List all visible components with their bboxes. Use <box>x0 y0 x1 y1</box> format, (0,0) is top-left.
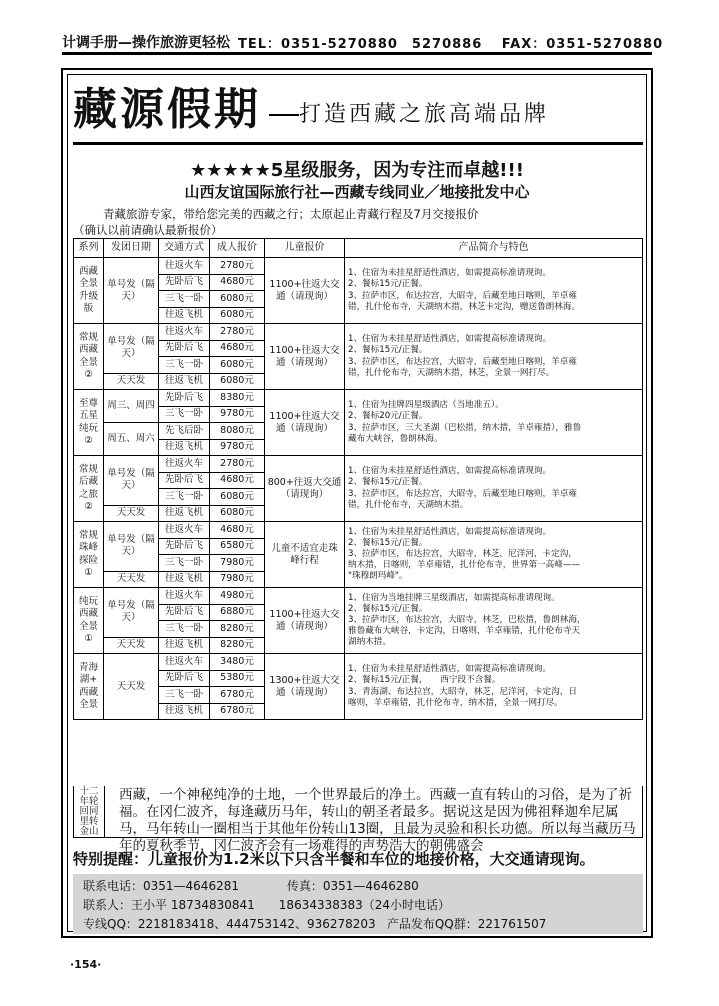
description-cell <box>345 258 643 324</box>
description-line: 3、青海湖、布达拉宫，大昭寺，林芝，尼洋河，卡定沟，日 <box>348 686 577 697</box>
transport-cell: 往返飞机 <box>159 703 210 720</box>
transport-cell: 三飞一卧 <box>159 357 210 374</box>
description-line: 3、拉萨市区，布达拉宫，大昭寺，后藏至地日喀则，羊卓雍 <box>348 290 577 301</box>
header-text: 计调手册—操作旅游更轻松 <box>62 35 230 51</box>
header-transport: 交通方式 <box>159 239 210 258</box>
series-line: 探险 <box>78 554 98 566</box>
child-price-cell: 1100+往返大交通（请现询） <box>265 258 345 324</box>
description-line: 1、住宿为当地挂牌三星级酒店，如需提高标准请现询。 <box>348 592 560 603</box>
description-line: 3、拉萨市区，布达拉宫，大昭寺，后藏至地日喀则，羊卓雍 <box>348 488 577 499</box>
adult-price-cell: 4680元 <box>210 522 265 539</box>
adult-price-cell: 4680元 <box>210 472 265 489</box>
page-number: ·154· <box>70 958 102 971</box>
brand-subtitle-text: 打造西藏之旅高端品牌 <box>299 102 550 127</box>
header-contacts: TEL：0351-5270880 5270886 FAX：0351-5270880 <box>238 37 664 52</box>
description-line: 2、餐标15元/正餐。 <box>348 537 428 548</box>
adult-price-cell: 9780元 <box>210 406 265 423</box>
adult-price-cell: 6880元 <box>210 604 265 621</box>
slogan: ★★★★★5星级服务，因为专注而卓越!!! <box>190 160 524 181</box>
series-line: 全景 <box>78 278 98 290</box>
table-header-row <box>74 239 643 258</box>
adult-price-cell: 6780元 <box>210 703 265 720</box>
child-price-cell: 1300+往返大交通（请现询） <box>265 654 345 720</box>
description-line: 错，扎什伦布寺，天湖纳木措，林芝，全景一网打尽。 <box>348 367 555 378</box>
description-line: 错，扎什伦布寺，天湖纳木措。 <box>348 499 469 510</box>
intro-text: 青藏旅游专家，带给您完美的西藏之行；太原起止青藏行程及7月交接报价 <box>103 207 479 221</box>
description-cell <box>345 588 643 654</box>
series-line: 至尊 <box>78 397 98 409</box>
adult-price-cell: 4680元 <box>210 274 265 291</box>
series-cell <box>74 588 104 654</box>
series-line: 西藏 <box>78 686 98 698</box>
legend-label-line: 回同 <box>79 806 99 817</box>
adult-price-cell: 9780元 <box>210 439 265 456</box>
adult-price-cell: 2780元 <box>210 324 265 341</box>
child-price-cell: 1100+往返大交通（请现询） <box>265 324 345 390</box>
contact-box <box>73 874 643 934</box>
adult-price-cell: 2780元 <box>210 456 265 473</box>
description-line: 湖纳木措。 <box>348 637 391 648</box>
description-cell <box>345 390 643 456</box>
transport-cell: 三飞一卧 <box>159 406 210 423</box>
description-line: 喀则，羊卓雍错，扎什伦布寺，纳木措，全景一网打尽。 <box>348 697 563 708</box>
description-line: 3、拉萨市区，布达拉宫，大昭寺，林芝，尼洋河，卡定沟， <box>348 548 577 559</box>
description-line: 1、住宿为未挂星舒适性酒店，如需提高标准请现询。 <box>348 526 552 537</box>
adult-price-cell: 6080元 <box>210 357 265 374</box>
special-reminder: 特别提醒：儿童报价为1.2米以下只含半餐和车位的地接价格，大交通请现询。 <box>73 850 595 868</box>
contact-person: 联系人：王小平 18734830841 18634338383（24小时电话） <box>83 898 451 912</box>
description-cell <box>345 654 643 720</box>
transport-cell: 往返火车 <box>159 522 210 539</box>
series-line: ① <box>84 566 93 578</box>
description-line: 2、餐标15元/正餐。 <box>348 603 428 614</box>
contact-qq-group: 产品发布QQ群：221761507 <box>386 917 547 931</box>
series-line: ② <box>84 368 93 380</box>
description-line: 3、拉萨市区，布达拉宫，大昭寺，后藏至地日喀则，羊卓雍 <box>348 356 577 367</box>
adult-price-cell: 6580元 <box>210 538 265 555</box>
series-line: 湖+ <box>79 674 98 686</box>
description-line: 2、餐标20元/正餐。 <box>348 411 428 422</box>
table-row <box>74 456 643 473</box>
series-line: 全景 <box>78 698 98 710</box>
series-line: 西藏 <box>78 265 98 277</box>
series-line: 版 <box>83 302 94 314</box>
series-line: 常规 <box>78 331 98 343</box>
transport-cell: 先卧后飞 <box>159 472 210 489</box>
adult-price-cell: 6080元 <box>210 489 265 506</box>
series-line: ② <box>84 500 93 512</box>
contact-line-2 <box>83 896 633 915</box>
description-cell <box>345 324 643 390</box>
series-line: 常规 <box>78 529 98 541</box>
brand-subtitle <box>269 97 549 132</box>
transport-cell: 三飞一卧 <box>159 687 210 704</box>
table-row <box>74 390 643 407</box>
transport-cell: 往返飞机 <box>159 505 210 522</box>
legend-text: 西藏，一个神秘纯净的土地，一个世界最后的净土。西藏一直有转山的习俗，是为了祈福。在冈仁波齐，每逢藏历马年，转山的朝圣者最多。据说这是因为佛祖释迦牟尼属马，马年转山一圈相当于其他年份转山13圈，且最为灵验和积长功德。所以每当藏历马年的夏秋季节，冈仁波齐会有一场难得的声势浩大的朝佛盛会 <box>119 787 636 854</box>
date-cell: 单号发（隔天） <box>104 324 159 374</box>
description-line: 1、住宿为未挂星舒适性酒店，如需提高标准请现询。 <box>348 664 552 675</box>
transport-cell: 三飞一卧 <box>159 291 210 308</box>
table-row <box>74 588 643 605</box>
series-line: 珠峰 <box>78 542 98 554</box>
series-line: 西藏 <box>78 344 98 356</box>
transport-cell: 先飞后卧 <box>159 423 210 440</box>
transport-cell: 往返飞机 <box>159 373 210 390</box>
series-line: 西藏 <box>78 608 98 620</box>
transport-cell: 先卧后飞 <box>159 604 210 621</box>
child-price-cell: 1100+往返大交通（请现询） <box>265 588 345 654</box>
series-line: 后藏 <box>78 476 98 488</box>
adult-price-cell: 4980元 <box>210 588 265 605</box>
itinerary-table <box>73 238 643 720</box>
transport-cell: 往返飞机 <box>159 637 210 654</box>
series-line: 升级 <box>78 290 98 302</box>
date-cell: 单号发（隔天） <box>104 588 159 638</box>
brand-title: 藏源假期 <box>73 84 261 135</box>
advert-frame <box>61 68 653 938</box>
series-line: 全景 <box>78 620 98 632</box>
transport-cell: 往返火车 <box>159 456 210 473</box>
company-name: 山西友谊国际旅行社—西藏专线同业／地接批发中心 <box>184 183 530 201</box>
header-child-price: 儿童报价 <box>265 239 345 258</box>
adult-price-cell: 7980元 <box>210 571 265 588</box>
legend-label-line: 十二 <box>79 786 99 797</box>
adult-price-cell: 2780元 <box>210 258 265 275</box>
transport-cell: 先卧后飞 <box>159 274 210 291</box>
page-header <box>62 30 664 55</box>
table-row <box>74 258 643 275</box>
child-price-cell: 儿童不适宜走珠峰行程 <box>265 522 345 588</box>
table-row <box>74 324 643 341</box>
legend-label <box>74 786 105 837</box>
title-divider <box>73 142 643 145</box>
contact-line-1 <box>83 877 633 896</box>
adult-price-cell: 6080元 <box>210 291 265 308</box>
child-price-cell: 1100+往返大交通（请现询） <box>265 390 345 456</box>
date-cell: 周三、周四 <box>104 390 159 423</box>
description-line: 1、住宿为未挂星舒适性酒店，如需提高标准请现询。 <box>348 466 552 477</box>
series-cell <box>74 522 104 588</box>
series-line: 五星 <box>78 410 98 422</box>
series-cell <box>74 324 104 390</box>
transport-cell: 三飞一卧 <box>159 621 210 638</box>
contact-line-3 <box>83 915 633 934</box>
description-line: 纳木措，日喀则，羊卓雍错，扎什伦布寺，世界第一高峰—— <box>348 560 581 571</box>
description-line: 2、餐标15元/正餐。 <box>348 279 428 290</box>
description-cell <box>345 456 643 522</box>
series-line: 常规 <box>78 463 98 475</box>
date-cell: 天天发 <box>104 505 159 522</box>
contact-phone: 联系电话：0351—4646281 <box>83 879 239 893</box>
transport-cell: 往返飞机 <box>159 571 210 588</box>
date-cell: 天天发 <box>104 654 159 720</box>
adult-price-cell: 7980元 <box>210 555 265 572</box>
date-cell: 单号发（隔天） <box>104 456 159 506</box>
price-note: （确认以前请确认最新报价） <box>73 223 223 237</box>
adult-price-cell: 6780元 <box>210 687 265 704</box>
description-line: 2、餐标15元/正餐， 西宁段不含餐。 <box>348 675 501 686</box>
contact-fax: 传真：0351—4646280 <box>286 879 419 893</box>
transport-cell: 先卧后飞 <box>159 390 210 407</box>
date-cell: 单号发（隔天） <box>104 258 159 324</box>
series-cell <box>74 654 104 720</box>
table-row <box>74 654 643 671</box>
adult-price-cell: 8080元 <box>210 423 265 440</box>
transport-cell: 往返火车 <box>159 588 210 605</box>
transport-cell: 往返火车 <box>159 654 210 671</box>
header-series: 系列 <box>74 239 104 258</box>
transport-cell: 先卧后飞 <box>159 670 210 687</box>
header-description: 产品简介与特色 <box>345 239 643 258</box>
series-line: 全景 <box>78 356 98 368</box>
date-cell: 周五、周六 <box>104 423 159 456</box>
adult-price-cell: 8280元 <box>210 621 265 638</box>
series-line: 纯玩 <box>78 422 98 434</box>
series-line: ① <box>84 632 93 644</box>
legend-label-line: 金山 <box>79 826 99 837</box>
series-line: 之旅 <box>78 488 98 500</box>
description-line: 1、住宿为未挂星舒适性酒店，如需提高标准请现询。 <box>348 268 552 279</box>
description-line: 3、拉萨市区，三大圣湖（巴松措，纳木措，羊卓雍措），雅鲁 <box>348 422 582 433</box>
description-line: 1、住宿为挂牌四星级酒店（当地准五）。 <box>348 400 504 411</box>
description-line: 2、餐标15元/正餐。 <box>348 345 428 356</box>
description-line: 3、拉萨市区，布达拉宫，大昭寺，林芝，巴松措，鲁朗林海， <box>348 614 586 625</box>
description-line: 藏布大峡谷，鲁朗林海。 <box>348 433 443 444</box>
description-line: "珠穆朗玛峰"。 <box>348 571 408 582</box>
transport-cell: 三飞一卧 <box>159 489 210 506</box>
legend-row <box>73 786 643 854</box>
transport-cell: 三飞一卧 <box>159 555 210 572</box>
transport-cell: 往返火车 <box>159 324 210 341</box>
itinerary-body <box>74 258 643 720</box>
header-adult-price: 成人报价 <box>210 239 265 258</box>
transport-cell: 往返飞机 <box>159 439 210 456</box>
table-row <box>74 522 643 539</box>
series-cell <box>74 258 104 324</box>
transport-cell: 先卧后飞 <box>159 538 210 555</box>
series-cell <box>74 390 104 456</box>
transport-cell: 先卧后飞 <box>159 340 210 357</box>
adult-price-cell: 6080元 <box>210 307 265 324</box>
description-line: 1、住宿为未挂星舒适性酒店，如需提高标准请现询。 <box>348 334 552 345</box>
adult-price-cell: 6080元 <box>210 505 265 522</box>
description-line: 错，扎什伦布寺，天湖纳木措，林芝卡定沟，赠送鲁朗林海。 <box>348 301 581 312</box>
dash-rule <box>269 114 299 116</box>
description-line: 2、餐标15元/正餐。 <box>348 477 428 488</box>
description-line: 雅鲁藏布大峡谷，卡定沟，日喀则，羊卓雍错，扎什伦布寺天 <box>348 626 581 637</box>
series-line: ② <box>84 434 93 446</box>
transport-cell: 往返火车 <box>159 258 210 275</box>
child-price-cell: 800+往返大交通（请现询） <box>265 456 345 522</box>
date-cell: 天天发 <box>104 373 159 390</box>
contact-qq: 专线QQ：2218183418、444753142、936278203 <box>83 917 376 931</box>
adult-price-cell: 8380元 <box>210 390 265 407</box>
legend-label-line: 里转 <box>79 816 99 827</box>
title-row <box>73 80 643 135</box>
adult-price-cell: 6080元 <box>210 373 265 390</box>
adult-price-cell: 4680元 <box>210 340 265 357</box>
series-line: 纯玩 <box>78 595 98 607</box>
date-cell: 天天发 <box>104 571 159 588</box>
legend-label-line: 年轮 <box>79 796 99 807</box>
date-cell: 天天发 <box>104 637 159 654</box>
adult-price-cell: 5380元 <box>210 670 265 687</box>
description-cell <box>345 522 643 588</box>
transport-cell: 往返飞机 <box>159 307 210 324</box>
series-line: 青海 <box>78 661 98 673</box>
header-date: 发团日期 <box>104 239 159 258</box>
adult-price-cell: 3480元 <box>210 654 265 671</box>
adult-price-cell: 8280元 <box>210 637 265 654</box>
series-cell <box>74 456 104 522</box>
date-cell: 单号发（隔天） <box>104 522 159 572</box>
